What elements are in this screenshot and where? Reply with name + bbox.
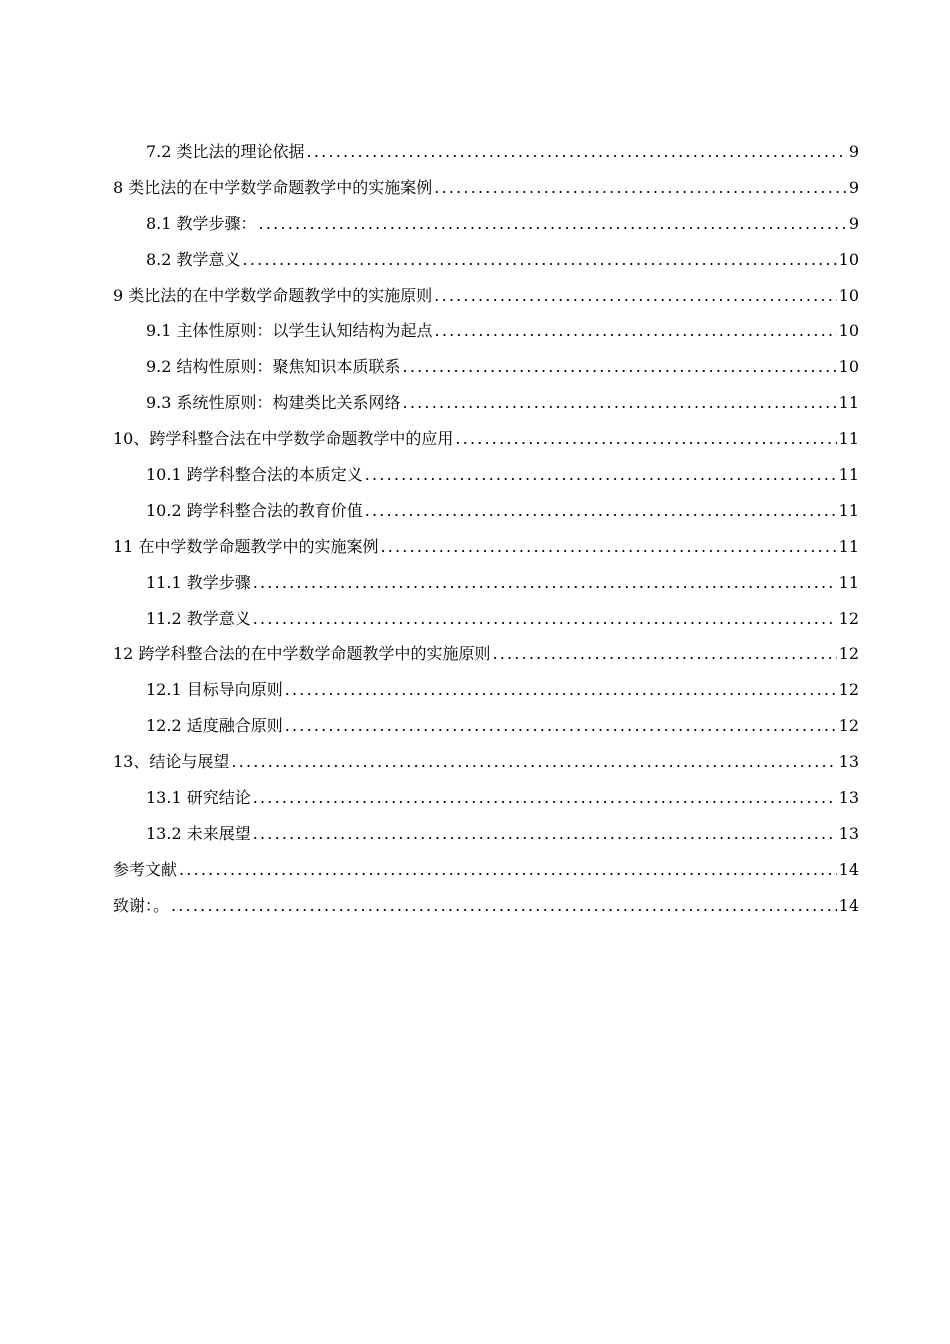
toc-entry-page: 9	[848, 213, 859, 233]
toc-entry-title: 8.2 教学意义	[146, 249, 241, 269]
dot-leader	[307, 134, 847, 170]
toc-entry-10[interactable]	[113, 421, 859, 457]
toc-entry-title: 12 跨学科整合法的在中学数学命题教学中的实施原则	[113, 644, 491, 664]
toc-entry-7-2[interactable]	[113, 134, 859, 170]
toc-entry-11[interactable]	[113, 529, 859, 565]
toc-entry-page: 11	[838, 572, 859, 592]
dot-leader	[253, 816, 837, 852]
toc-entry-page: 14	[838, 859, 859, 879]
toc-entry-title: 12.1 目标导向原则	[146, 680, 283, 700]
toc-entry-12-1[interactable]	[113, 672, 859, 708]
dot-leader	[253, 601, 837, 637]
toc-entry-title: 10.2 跨学科整合法的教育价值	[146, 500, 363, 520]
toc-entry-9-2[interactable]	[113, 349, 859, 385]
table-of-contents	[113, 134, 859, 924]
dot-leader	[435, 313, 837, 349]
toc-entry-10-2[interactable]	[113, 493, 859, 529]
dot-leader	[253, 565, 837, 601]
toc-entry-title: 9.3 系统性原则：构建类比关系网络	[146, 393, 401, 413]
toc-entry-9-3[interactable]	[113, 385, 859, 421]
toc-entry-page: 10	[838, 357, 859, 377]
toc-entry-title: 13.1 研究结论	[146, 788, 251, 808]
toc-entry-12[interactable]	[113, 636, 859, 672]
toc-entry-title: 12.2 适度融合原则	[146, 716, 283, 736]
dot-leader	[243, 242, 837, 278]
toc-entry-page: 12	[838, 644, 859, 664]
toc-entry-8[interactable]	[113, 170, 859, 206]
dot-leader	[455, 421, 836, 457]
toc-entry-page: 12	[838, 716, 859, 736]
dot-leader	[492, 636, 836, 672]
toc-entry-references[interactable]	[113, 852, 859, 888]
toc-entry-8-1[interactable]	[113, 206, 859, 242]
toc-entry-title: 9 类比法的在中学数学命题教学中的实施原则	[113, 285, 433, 305]
dot-leader	[403, 349, 837, 385]
toc-entry-page: 14	[838, 895, 859, 915]
toc-entry-13[interactable]	[113, 744, 859, 780]
dot-leader	[365, 457, 837, 493]
toc-entry-page: 12	[838, 680, 859, 700]
toc-entry-11-2[interactable]	[113, 601, 859, 637]
toc-entry-11-1[interactable]	[113, 565, 859, 601]
dot-leader	[380, 529, 836, 565]
dot-leader	[285, 672, 837, 708]
toc-entry-title: 7.2 类比法的理论依据	[146, 142, 305, 161]
toc-entry-page: 9	[848, 177, 859, 197]
toc-entry-title: 9.1 主体性原则：以学生认知结构为起点	[146, 321, 433, 341]
toc-entry-8-2[interactable]	[113, 242, 859, 278]
toc-entry-page: 10	[838, 321, 859, 341]
toc-entry-13-2[interactable]	[113, 816, 859, 852]
toc-entry-title: 13.2 未来展望	[146, 823, 251, 843]
dot-leader	[434, 278, 836, 314]
toc-entry-9-1[interactable]	[113, 313, 859, 349]
toc-entry-title: 10.1 跨学科整合法的本质定义	[146, 465, 363, 485]
toc-entry-title: 致谢：。	[113, 895, 170, 915]
toc-entry-title: 8.1 教学步骤：	[146, 213, 257, 233]
dot-leader	[403, 385, 837, 421]
toc-entry-page: 11	[838, 536, 859, 556]
toc-entry-page: 10	[838, 285, 859, 305]
toc-entry-page: 9	[848, 142, 859, 161]
toc-entry-12-2[interactable]	[113, 708, 859, 744]
toc-entry-page: 13	[838, 788, 859, 808]
toc-entry-10-1[interactable]	[113, 457, 859, 493]
toc-entry-13-1[interactable]	[113, 780, 859, 816]
toc-entry-title: 11.1 教学步骤	[146, 572, 251, 592]
dot-leader	[285, 708, 837, 744]
toc-entry-title: 13、结论与展望	[113, 752, 230, 772]
dot-leader	[231, 744, 836, 780]
toc-entry-acknowledgements[interactable]	[113, 888, 859, 924]
dot-leader	[253, 780, 837, 816]
toc-entry-page: 11	[838, 393, 859, 413]
toc-entry-9[interactable]	[113, 278, 859, 314]
toc-entry-page: 11	[838, 429, 859, 449]
toc-entry-page: 11	[838, 500, 859, 520]
toc-entry-title: 8 类比法的在中学数学命题教学中的实施案例	[113, 177, 433, 197]
toc-entry-title: 11.2 教学意义	[146, 608, 251, 628]
toc-entry-title: 10、跨学科整合法在中学数学命题教学中的应用	[113, 429, 454, 449]
dot-leader	[434, 170, 847, 206]
toc-entry-title: 参考文献	[113, 859, 178, 879]
dot-leader	[171, 888, 837, 924]
dot-leader	[259, 206, 847, 242]
toc-entry-page: 10	[838, 249, 859, 269]
dot-leader	[179, 852, 837, 888]
toc-entry-page: 13	[838, 752, 859, 772]
toc-entry-title: 9.2 结构性原则：聚焦知识本质联系	[146, 357, 401, 377]
toc-entry-page: 11	[838, 465, 859, 485]
toc-entry-page: 12	[838, 608, 859, 628]
dot-leader	[365, 493, 837, 529]
toc-entry-page: 13	[838, 823, 859, 843]
toc-entry-title: 11 在中学数学命题教学中的实施案例	[113, 536, 379, 556]
